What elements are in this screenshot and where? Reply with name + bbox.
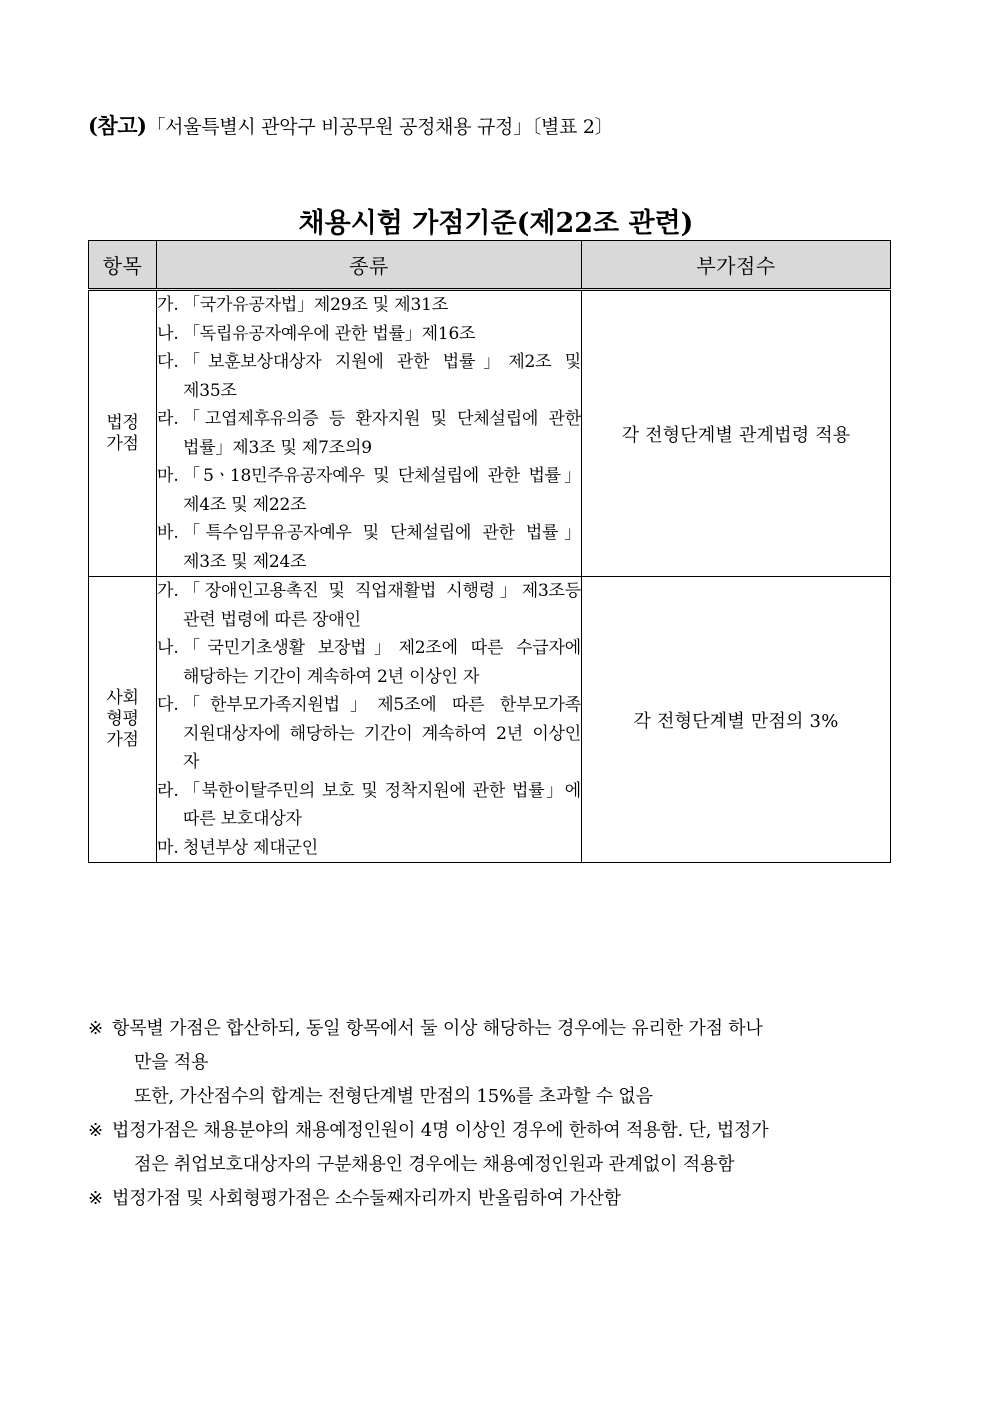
footnote-line: 또한, 가산점수의 합계는 전형단계별 만점의 15%를 초과할 수 없음: [134, 1086, 653, 1107]
footnote: [88, 1114, 916, 1182]
scoring-criteria-table: [88, 240, 891, 863]
column-header-score: 부가점수: [582, 241, 891, 290]
column-header-item: 항목: [89, 241, 157, 290]
scoring-criteria-table-wrapper: [88, 240, 890, 863]
footnote-line: 만을 적용: [134, 1052, 209, 1073]
row-kind-list-social-equity: [157, 577, 582, 863]
footnote-line: 점은 취업보호대상자의 구분채용인 경우에는 채용예정인원과 관계없이 적용함: [134, 1154, 735, 1175]
reference-regulation-title: 「서울특별시 관악구 비공무원 공정채용 규정」: [146, 116, 532, 138]
item-label-line: 사회: [106, 688, 139, 708]
footnote: [88, 1182, 916, 1216]
document-reference-header: [88, 112, 908, 141]
table-body: [89, 290, 891, 863]
list-text: 「북한이탈주민의 보호 및 정착지원에 관한 법률」에 따른 보호대상자: [183, 780, 581, 829]
list-marker: 가.: [157, 581, 179, 601]
footnote-line: 법정가점 및 사회형평가점은 소수둘째자리까지 반올림하여 가산함: [112, 1188, 621, 1209]
kind-list: [157, 577, 581, 862]
list-text: 「한부모가족지원법」제5조에 따른 한부모가족 지원대상자에 해당하는 기간이 계속하여 2년 이상인 자: [183, 695, 581, 772]
list-text: 「독립유공자예우에 관한 법률」제16조: [183, 323, 476, 344]
item-label-line: 법정: [106, 412, 139, 433]
item-label-line: 가점: [106, 433, 139, 454]
list-item: [157, 405, 581, 462]
footnote-bullet-icon: ※: [88, 1188, 104, 1209]
table-header-row: [89, 241, 891, 290]
footnote-line: 법정가점은 채용분야의 채용예정인원이 4명 이상인 경우에 한하여 적용함. 단, 법정가: [112, 1120, 769, 1141]
row-item-label-statutory: [89, 290, 157, 577]
footnote-body: [112, 1182, 916, 1216]
page-title: 채용시험 가점기준(제22조 관련): [298, 208, 694, 240]
list-marker: 라.: [157, 409, 179, 429]
footnote-body: [112, 1114, 916, 1182]
list-marker: 다.: [157, 352, 179, 372]
list-text: 「고엽제후유의증 등 환자지원 및 단체설립에 관한 법률」제3조 및 제7조의9: [183, 409, 581, 458]
list-item: [157, 691, 581, 777]
reference-attachment-number: 〔별표 2〕: [531, 116, 614, 138]
row-item-label-social-equity: [89, 577, 157, 863]
list-item: [157, 348, 581, 405]
table-row: [89, 290, 891, 577]
row-kind-list-statutory: [157, 290, 582, 577]
footnotes: [88, 1012, 916, 1216]
reference-label: (참고): [88, 113, 147, 138]
list-text: 「국민기초생활 보장법」제2조에 따른 수급자에 해당하는 기간이 계속하여 2년 이상인 자: [183, 638, 581, 687]
list-text: 「특수임무유공자예우 및 단체설립에 관한 법률」제3조 및 제24조: [183, 523, 581, 572]
list-marker: 마.: [157, 466, 179, 486]
table-row: [89, 577, 891, 863]
list-item: [157, 634, 581, 691]
list-item: [157, 462, 581, 519]
list-marker: 가.: [157, 295, 179, 315]
list-item: [157, 777, 581, 834]
list-marker: 바.: [157, 523, 179, 543]
footnote-body: [112, 1012, 916, 1114]
item-label-line: 형평: [106, 709, 139, 729]
footnote-bullet-icon: ※: [88, 1120, 104, 1141]
list-text: 「장애인고용촉진 및 직업재활법 시행령」제3조등 관련 법령에 따른 장애인: [183, 581, 581, 630]
list-item: [157, 291, 581, 320]
list-text: 청년부상 제대군인: [183, 837, 318, 858]
list-marker: 마.: [157, 837, 179, 858]
list-marker: 나.: [157, 638, 179, 658]
row-score-statutory: 각 전형단계별 관계법령 적용: [582, 290, 891, 577]
item-label-line: 가점: [106, 730, 139, 750]
row-score-social-equity: 각 전형단계별 만점의 3%: [582, 577, 891, 863]
list-text: 「5ㆍ18민주유공자예우 및 단체설립에 관한 법률」제4조 및 제22조: [183, 466, 581, 515]
column-header-kind: 종류: [157, 241, 582, 290]
footnote-line: 항목별 가점은 합산하되, 동일 항목에서 둘 이상 해당하는 경우에는 유리한 가점 하나: [112, 1018, 763, 1039]
list-text: 「국가유공자법」제29조 및 제31조: [183, 295, 448, 315]
footnote: [88, 1012, 916, 1114]
list-text: 「보훈보상대상자 지원에 관한 법률」제2조 및 제35조: [183, 352, 581, 401]
list-marker: 라.: [157, 780, 179, 801]
list-item: [157, 577, 581, 634]
table-head: [89, 241, 891, 290]
list-item: [157, 834, 581, 863]
list-item: [157, 320, 581, 349]
list-item: [157, 519, 581, 576]
list-marker: 다.: [157, 695, 179, 715]
footnote-bullet-icon: ※: [88, 1018, 104, 1039]
list-marker: 나.: [157, 323, 179, 344]
kind-list: [157, 291, 581, 576]
